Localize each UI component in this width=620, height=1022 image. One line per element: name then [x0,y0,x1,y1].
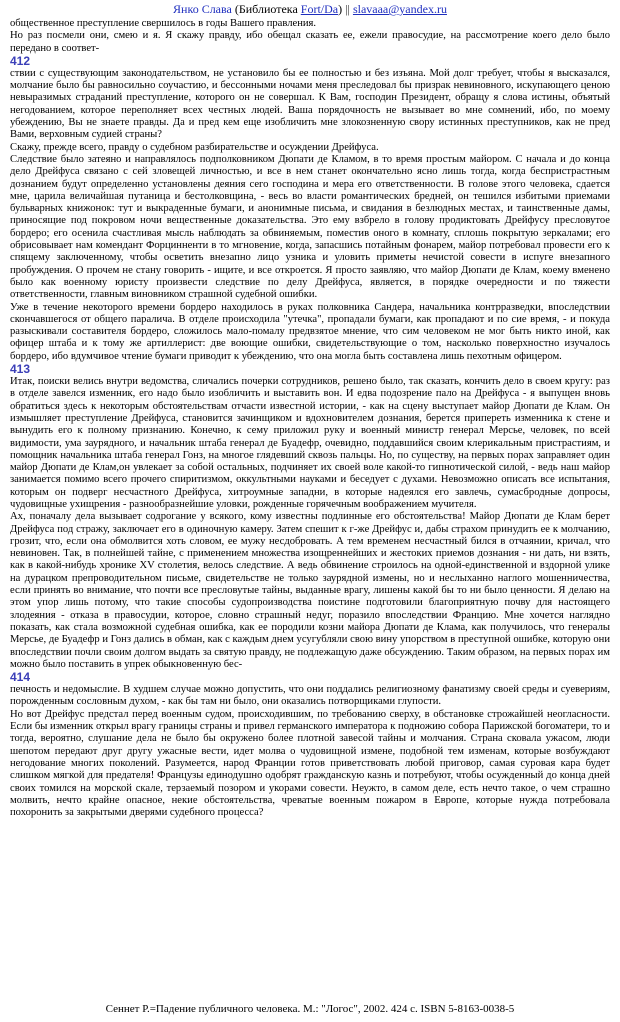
paragraph: Итак, поиски велись внутри ведомства, сличались почерки сотрудников, решено было, так сказать, кончить дело в своем кругу: раз в отделе завелся изменник, его надо было изобличить и выставить вон. И едва подозрение пало на Дрейфуса - я выпущен вновь обратиться здесь к некоторым обстоятельствам отчасти известной истории, - как на сцену выступает майор Дюпати де Клам. Он измышляет преступление Дрейфуса, становится зачинщиком и вдохновителем дознания, берется припереть изменника к стене и вынудить его к полному признанию. Конечно, к сему приложил руку и военный министр генерал Мерсье, человек, по всей видимости, ума заурядного, и начальник штаба генерал де Буадефр, очевидно, поддавшийся своим клерикальным пристрастиям, и помощник начальника штаба генерал Гонз, на многое глядевший сквозь пальцы. Но, по существу, на первых порах заправляет один майор Дюпати де Клам,он увлекает за собой остальных, подчиняет их своей воле какой-то гипнотической силой, - ведь наш майор занимается помимо всего прочего спиритизмом, оккультными науками и беседует с духами. Невозможно описать все испытания, которым он подверг несчастного Дрейфуса, хитроумные западни, в которые надеялся его завлечь, сумасбродные допросы, чудовищные ухищрения - разнообразнейшие уловки, рожденные горячечным воображением мучителя. [10,376,610,510]
page-number: 414 [10,670,31,685]
header-separator: || [345,2,350,16]
paragraph: общественное преступление свершилось в годы Вашего правления. [10,18,317,29]
paragraph: печность и недомыслие. В худшем случае можно допустить, что они поддались религиозному фанатизму своей среды и суевериям, порожденным сословным духом, - как бы там ни было, они оказались потворщиками глупости. [10,684,610,708]
page-header [10,2,610,17]
library-link[interactable]: Fort/Da [300,2,339,16]
page [10,0,610,1015]
paragraph: Ах, поначалу дела вызывает содрогание у всякого, кому известны подлинные его обстоятельства! Майор Дюпати де Клам берет Дрейфуса под стражу, заключает его в одиночную камеру. Затем спешит к г-же Дрейфус и, дабы страхом принудить ее к молчанию, грозит, что, если она обмолвится хоть словом, ее мужу несдобровать. А тем временем несчастный бился в отчаянии, кричал, что невиновен. Так, в полнейшей тайне, с применением множества изощреннейших и жестоких приемов дознания - ни дать, ни взять, как в какой-нибудь хронике XV столетия, велось следствие. А ведь обвинение строилось на одной-единственной и вздорной улике на дурацком препроводительном письме, свидетельстве не только заурядной измены, но и неслыханно наглого мошенничества, если принять во внимание, что почти все пресловутые тайны, выданные врагу, лишены какой бы то ни было ценности. Я делаю на этом упор лишь потому, что такие способы судопроизводства поистине подготовили благоприятную почву для настоящего злодеяния - отказа в правосудии, которое, словно страшный недуг, поразило впоследствии Францию. Мне хочется наглядно показать, как стала возможной судебная ошибка, как ее породили козни майора Дюпати де Клама, как получилось, что генералы Мерсье, де Буадефр и Гонз дались в обман, как с каждым днем усугубляли свою вину упорством в преступной ошибке, которую они впоследствии почли своим долгом выдать за святую правду, не подлежащую даже обсуждению. Таким образом, на первых порах им можно было поставить в упрек обыкновенную бес- [10,511,610,670]
library-prefix: (Библиотека [234,2,301,16]
page-footer: Сеннет Р.=Падение публичного человека. М.: "Логос", 2002. 424 с. ISBN 5-8163-0038-5 [105,1003,515,1015]
paragraph: Следствие было затеяно и направлялось подполковником Дюпати де Кламом, в то время простым майором. С начала и до конца дело Дрейфуса связано с сей зловещей личностью, и все в нем станет окончательно ясно лишь тогда, когда беспристрастным дознанием будут определенно установлены деяния сего господина и мера его ответственности. В голове этого человека, сдается мне, царила величайшая путаница и бестолковщина, - весь во власти романтических бредней, он тешился избитыми приемами бульварных книжонок: тут и выкраденные бумаги, и анонимные письма, и свидания в безлюдных местах, и таинственные дамы, приносящие под покровом ночи вещественные доказательства. Это ему взбрело в голову продиктовать Дрейфусу пресловутое бордеро; его осенила счастливая мысль наблюдать за обвиняемым, поместив оного в комнату, сплошь покрытую зеркалами; его обрисовывает нам комендант Форцинненти в то мгновение, когда, запасшись потайным фонарем, майор потребовал провести его к спящему заключенному, чтобы осветить внезапно лицо узника и уловить приметы нечистой совести в испуге внезапного пробуждения. О прочем не стану говорить - ищите, и все откроется. Я просто заявляю, что майор Дюпати де Клам, коему вменено было как военному юристу произвести следствие по делу Дрейфуса, является, в порядке очередности и по тяжести ответственности, главным виновником страшной судебной ошибки. [10,153,610,301]
paragraph: Но вот Дрейфус предстал перед военным судом, происходившим, по требованию сверху, в обстановке строжайшей неогласности. Если бы изменник открыл врагу границы страны и привел германского императора к подножию собора Парижской богоматери, то и тогда, вероятно, слушание дела не было бы окружено более плотной завесой тайны и молчания. Страна сковала ужасом, люди шепотом передают друг другу ужасные вести, идет молва о чудовищной измене, подобной тем изменам, которые возбуждают негодование многих поколений. Разумеется, народ Франции готов приветствовать любой приговор, самая суровая кара будет слишком мягкой для предателя! Французы единодушно одобрят гражданскую казнь и потребуют, чтобы осужденный до конца дней своих томился на морской скале, терзаемый позором и укорами совести. Неужто, в самом деле, есть нечто такое, о чем страшно молвить, нечто крайне опасное, некие обстоятельства, чреватые военным пожаром в Европе, которые нужда потребовала похоронить за закрытыми дверями судебного процесса? [10,708,610,819]
document-body [10,18,610,819]
page-number: 413 [10,362,31,377]
paragraph: Но раз посмели они, смею и я. Я скажу правду, ибо обещал сказать ее, ежели правосудие, на рассмотрение коего дело было передано в соответ- [10,30,610,54]
paragraph: ствии с существующим законодательством, не установило бы ее полностью и без изъяна. Мой долг требует, чтобы я высказался, молчание было бы равносильно соучастию, и бессонными ночами меня преследовал бы призрак невиновного, искупающего ценою невыразимых страданий преступление, которого он не совершал. К Вам, господин Президент, обращу я слова истины, объятый негодованием, которое переполняет всех честных людей. Ваша порядочность не вызывает во мне сомнений, ибо, по моему убеждению, Вы не знаете правды. Да и пред кем еще изобличить мне злокозненную свору истинных преступников, как не пред Вами, верховным судией страны? [10,67,610,141]
library-suffix: ) [338,2,343,16]
author-name: Янко Слава [173,2,232,16]
paragraph: Уже в течение некоторого времени бордеро находилось в руках полковника Сандера, начальника контрразведки, впоследствии скончавшегося от общего паралича. В отделе происходила "утечка", пропадали бумаги, как пропадают и по сие время, - и покуда разыскивали составителя бордеро, сложилось мало-помалу предвзятое мнение, что сим человеком не мог быть никто иной, как офицер штаба и к тому же артиллерист: две воющие ошибки, свидетельствующие о том, насколько поверхностно изучалось бордеро, ибо вдумчивое чтение бумаги приводит к убеждению, что она могла быть составлена лишь пехотным офицером. [10,301,610,362]
page-number: 412 [10,53,31,68]
paragraph: Скажу, прежде всего, правду о судебном разбирательстве и осуждении Дрейфуса. [10,141,379,153]
email-link[interactable]: slavaaa@yandex.ru [352,2,447,16]
